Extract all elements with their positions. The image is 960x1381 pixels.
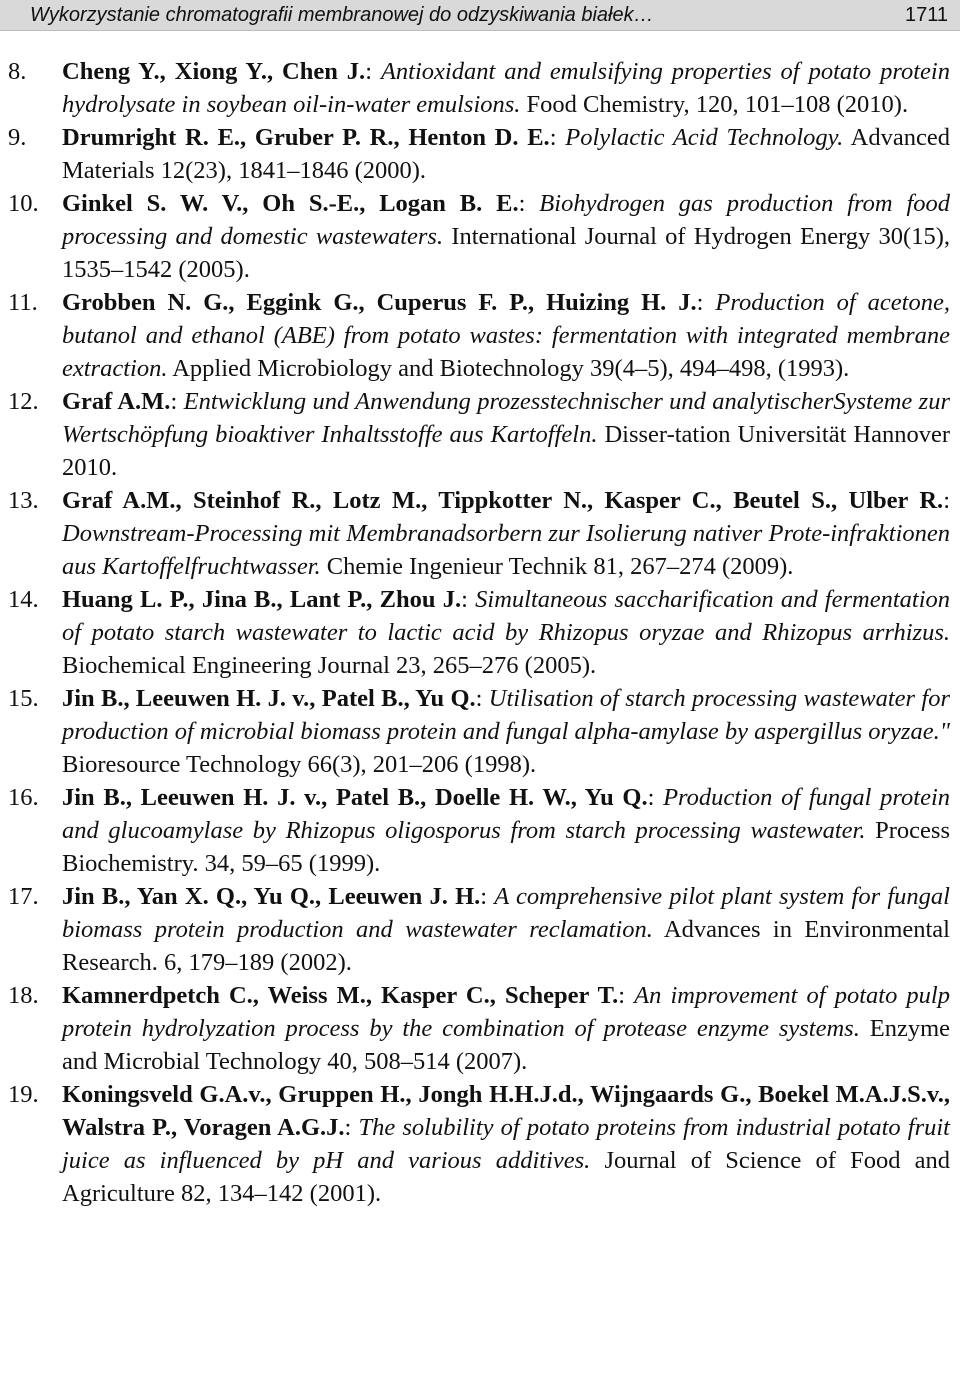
reference-title: Antioxidant and emulsifying properties of potato protein hydrolysate in soybean oil-in-water emulsions. — [62, 58, 950, 118]
reference-title: Production of fungal protein and glucoamylase by Rhizopus oligosporus from starch processing wastewater. — [62, 784, 950, 844]
reference-title: An improvement of potato pulp protein hydrolyzation process by the combination of protease enzyme systems. — [62, 982, 950, 1042]
reference-item: 9. Drumright R. E., Gruber P. R., Henton D. E.: Polylactic Acid Technology. Advanced Materials 12(23), 1841–1846 (2000). — [0, 121, 960, 187]
reference-authors: Drumright R. E., Gruber P. R., Henton D. E. — [62, 124, 550, 151]
reference-number: 19. — [8, 1081, 39, 1108]
reference-title: The solubility of potato proteins from industrial potato fruit juice as influenced by pH and various additives. — [62, 1114, 950, 1174]
reference-source: Journal of Science of Food and Agriculture 82, 134–142 (2001). — [62, 1147, 950, 1207]
reference-title: Downstream-Processing mit Membranadsorbern zur Isolierung nativer Prote-infraktionen aus Kartoffelfruchtwasser. — [62, 520, 950, 580]
reference-authors: Jin B., Yan X. Q., Yu Q., Leeuwen J. H. — [62, 883, 481, 910]
reference-item: 15. Jin B., Leeuwen H. J. v., Patel B., Yu Q.: Utilisation of starch processing wastewater for production of microbial biomass protein and fungal alpha-amylase by aspergillus oryzae." Bioresource Technology 66(3), 201–206 (1998). — [0, 682, 960, 781]
reference-source: Bioresource Technology 66(3), 201–206 (1998). — [62, 751, 537, 778]
reference-source: International Journal of Hydrogen Energy 30(15), 1535–1542 (2005). — [62, 223, 950, 283]
reference-title: A comprehensive pilot plant system for fungal biomass protein production and wastewater reclamation. — [62, 883, 950, 943]
running-header — [0, 0, 960, 31]
reference-authors: Jin B., Leeuwen H. J. v., Patel B., Doelle H. W., Yu Q. — [62, 784, 648, 811]
reference-title: Polylactic Acid Technology. — [565, 124, 844, 151]
reference-item: 11. Grobben N. G., Eggink G., Cuperus F. P., Huizing H. J.: Production of acetone, butanol and ethanol (ABE) from potato wastes: fermentation with integrated membrane extraction. Applied Microbiology and Biotechnology 39(4–5), 494–498, (1993). — [0, 286, 960, 385]
reference-authors: Grobben N. G., Eggink G., Cuperus F. P., Huizing H. J. — [62, 289, 697, 316]
reference-number: 10. — [8, 190, 39, 217]
reference-item: 19. Koningsveld G.A.v., Gruppen H., Jongh H.H.J.d., Wijngaards G., Boekel M.A.J.S.v., Walstra P., Voragen A.G.J.: The solubility of potato proteins from industrial potato fruit juice as influenced by pH and various additives. Journal of Science of Food and Agriculture 82, 134–142 (2001). — [0, 1078, 960, 1210]
reference-item: 17. Jin B., Yan X. Q., Yu Q., Leeuwen J. H.: A comprehensive pilot plant system for fungal biomass protein production and wastewater reclamation. Advances in Environmental Research. 6, 179–189 (2002). — [0, 880, 960, 979]
reference-item: 10. Ginkel S. W. V., Oh S.-E., Logan B. E.: Biohydrogen gas production from food processing and domestic wastewaters. International Journal of Hydrogen Energy 30(15), 1535–1542 (2005). — [0, 187, 960, 286]
reference-number: 12. — [8, 388, 39, 415]
reference-number: 15. — [8, 685, 39, 712]
reference-item: 13. Graf A.M., Steinhof R., Lotz M., Tippkotter N., Kasper C., Beutel S., Ulber R.: Downstream-Processing mit Membranadsorbern zur Isolierung nativer Prote-infraktionen aus Kartoffelfruchtwasser. Chemie Ingenieur Technik 81, 267–274 (2009). — [0, 484, 960, 583]
reference-item: 18. Kamnerdpetch C., Weiss M., Kasper C., Scheper T.: An improvement of potato pulp protein hydrolyzation process by the combination of protease enzyme systems. Enzyme and Microbial Technology 40, 508–514 (2007). — [0, 979, 960, 1078]
reference-item: 16. Jin B., Leeuwen H. J. v., Patel B., Doelle H. W., Yu Q.: Production of fungal protein and glucoamylase by Rhizopus oligosporus from starch processing wastewater. Process Biochemistry. 34, 59–65 (1999). — [0, 781, 960, 880]
reference-source: Advances in Environmental Research. 6, 179–189 (2002). — [62, 916, 950, 976]
reference-source: Advanced Materials 12(23), 1841–1846 (2000). — [62, 124, 950, 184]
reference-authors: Graf A.M., Steinhof R., Lotz M., Tippkotter N., Kasper C., Beutel S., Ulber R. — [62, 487, 944, 514]
reference-number: 17. — [8, 883, 39, 910]
reference-source: Biochemical Engineering Journal 23, 265–276 (2005). — [62, 652, 597, 679]
reference-authors: Kamnerdpetch C., Weiss M., Kasper C., Scheper T. — [62, 982, 619, 1009]
reference-number: 14. — [8, 586, 39, 613]
reference-title: Production of acetone, butanol and ethanol (ABE) from potato wastes: fermentation with integrated membrane extraction. — [62, 289, 950, 382]
reference-source: Disser-tation Universität Hannover 2010. — [62, 421, 951, 481]
reference-authors: Jin B., Leeuwen H. J. v., Patel B., Yu Q. — [62, 685, 476, 712]
reference-item: 12. Graf A.M.: Entwicklung und Anwendung prozesstechnischer und analytischerSysteme zur Wertschöpfung bioaktiver Inhaltsstoffe aus Kartoffeln. Disser-tation Universität Hannover 2010. — [0, 385, 960, 484]
running-title: Wykorzystanie chromatografii membranowej do odzyskiwania białek… — [30, 4, 654, 26]
reference-list — [0, 55, 960, 1210]
reference-source: Chemie Ingenieur Technik 81, 267–274 (2009). — [326, 553, 794, 580]
reference-number: 9. — [8, 124, 27, 151]
reference-authors: Huang L. P., Jina B., Lant P., Zhou J. — [62, 586, 462, 613]
reference-authors: Graf A.M. — [62, 388, 171, 415]
reference-number: 13. — [8, 487, 39, 514]
reference-title: Simultaneous saccharification and fermentation of potato starch wastewater to lactic acid by Rhizopus oryzae and Rhizopus arrhizus. — [62, 586, 951, 646]
reference-number: 16. — [8, 784, 39, 811]
reference-authors: Ginkel S. W. V., Oh S.-E., Logan B. E. — [62, 190, 519, 217]
reference-title: Biohydrogen gas production from food processing and domestic wastewaters. — [62, 190, 950, 250]
reference-source: Process Biochemistry. 34, 59–65 (1999). — [62, 817, 950, 877]
reference-number: 18. — [8, 982, 39, 1009]
reference-number: 8. — [8, 58, 27, 85]
reference-title: Utilisation of starch processing wastewater for production of microbial biomass protein and fungal alpha-amylase by aspergillus oryzae." — [62, 685, 950, 745]
reference-item: 8. Cheng Y., Xiong Y., Chen J.: Antioxidant and emulsifying properties of potato protein hydrolysate in soybean oil-in-water emulsions. Food Chemistry, 120, 101–108 (2010). — [0, 55, 960, 121]
reference-number: 11. — [8, 289, 38, 316]
reference-authors: Cheng Y., Xiong Y., Chen J. — [62, 58, 366, 85]
reference-item: 14. Huang L. P., Jina B., Lant P., Zhou J.: Simultaneous saccharification and fermentation of potato starch wastewater to lactic acid by Rhizopus oryzae and Rhizopus arrhizus. Biochemical Engineering Journal 23, 265–276 (2005). — [0, 583, 960, 682]
reference-source: Applied Microbiology and Biotechnology 39(4–5), 494–498, (1993). — [172, 355, 850, 382]
reference-source: Enzyme and Microbial Technology 40, 508–514 (2007). — [62, 1015, 951, 1075]
reference-authors: Koningsveld G.A.v., Gruppen H., Jongh H.H.J.d., Wijngaards G., Boekel M.A.J.S.v., Walstra P., Voragen A.G.J. — [62, 1081, 950, 1141]
page-number: 1711 — [904, 4, 948, 26]
reference-source: Food Chemistry, 120, 101–108 (2010). — [526, 91, 909, 118]
reference-title: Entwicklung und Anwendung prozesstechnischer und analytischerSysteme zur Wertschöpfung bioaktiver Inhaltsstoffe aus Kartoffeln. — [62, 388, 950, 448]
